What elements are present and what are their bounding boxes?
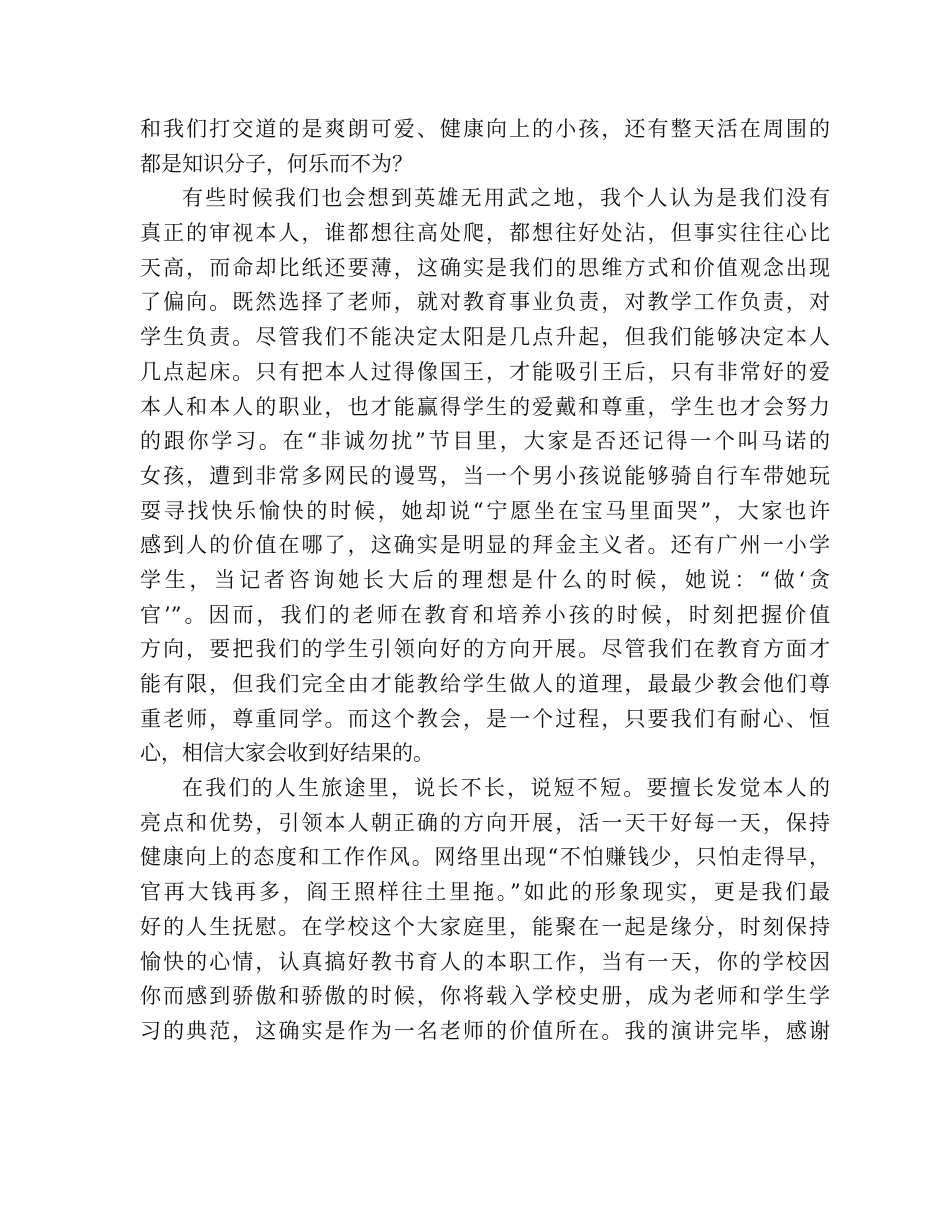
text-line: 耍寻找快乐愉快的时候，她却说“宁愿坐在宝马里面哭”，大家也许 [140, 498, 830, 523]
text-line: 学生，当记者咨询她长大后的理想是什么的时候，她说：“做‘贪 [140, 567, 830, 592]
text-line: 了偏向。既然选择了老师，就对教育事业负责，对教学工作负责，对 [140, 290, 830, 315]
text-line: 重老师，尊重同学。而这个教会，是一个过程，只要我们有耐心、恒 [140, 706, 830, 731]
text-line: 天高，而命却比纸还要薄，这确实是我们的思维方式和价值观念出现 [140, 255, 830, 280]
text-line: 心，相信大家会收到好结果的。 [140, 741, 434, 766]
text-line: 官’”。因而，我们的老师在教育和培养小孩的时候，时刻把握价值 [140, 602, 830, 627]
text-line: 方向，要把我们的学生引领向好的方向开展。尽管我们在教育方面才 [140, 637, 830, 662]
text-line: 健康向上的态度和工作作风。网络里出现“不怕赚钱少，只怕走得早， [140, 845, 830, 870]
text-line: 本人和本人的职业，也才能赢得学生的爱戴和尊重，学生也才会努力 [140, 394, 830, 419]
text-line: 官再大钱再多，阎王照样往土里拖。”如此的形象现实，更是我们最 [140, 880, 830, 905]
text-line: 愉快的心情，认真搞好教书育人的本职工作，当有一天，你的学校因 [140, 949, 830, 974]
text-line: 和我们打交道的是爽朗可爱、健康向上的小孩，还有整天活在周围的 [140, 117, 830, 141]
text-line: 几点起床。只有把本人过得像国王，才能吸引王后，只有非常好的爱 [140, 359, 830, 384]
text-line: 你而感到骄傲和骄傲的时候，你将载入学校史册，成为老师和学生学 [140, 984, 830, 1009]
text-line: 亮点和优势，引领本人朝正确的方向开展，活一天干好每一天，保持 [140, 810, 830, 835]
paragraph-first-line: 有些时候我们也会想到英雄无用武之地，我个人认为是我们没有 [182, 186, 830, 211]
text-line: 学生负责。尽管我们不能决定太阳是几点升起，但我们能够决定本人 [140, 325, 830, 350]
body-text [140, 112, 830, 1049]
text-line: 的跟你学习。在“非诚勿扰”节目里，大家是否还记得一个叫马诺的 [140, 429, 830, 454]
text-line: 感到人的价值在哪了，这确实是明显的拜金主义者。还有广州一小学 [140, 533, 830, 558]
text-line: 真正的审视本人，谁都想往高处爬，都想往好处沾，但事实往往心比 [140, 221, 830, 246]
text-line: 能有限，但我们完全由才能教给学生做人的道理，最最少教会他们尊 [140, 672, 830, 696]
text-line: 都是知识分子，何乐而不为？ [140, 151, 413, 176]
text-line: 女孩，遭到非常多网民的谩骂，当一个男小孩说能够骑自行车带她玩 [140, 463, 830, 488]
text-line: 好的人生抚慰。在学校这个大家庭里，能聚在一起是缘分，时刻保持 [140, 914, 830, 939]
text-line: 习的典范，这确实是作为一名老师的价值所在。我的演讲完毕，感谢 [140, 1018, 830, 1043]
paragraph-first-line: 在我们的人生旅途里，说长不长，说短不短。要擅长发觉本人的 [182, 776, 830, 801]
